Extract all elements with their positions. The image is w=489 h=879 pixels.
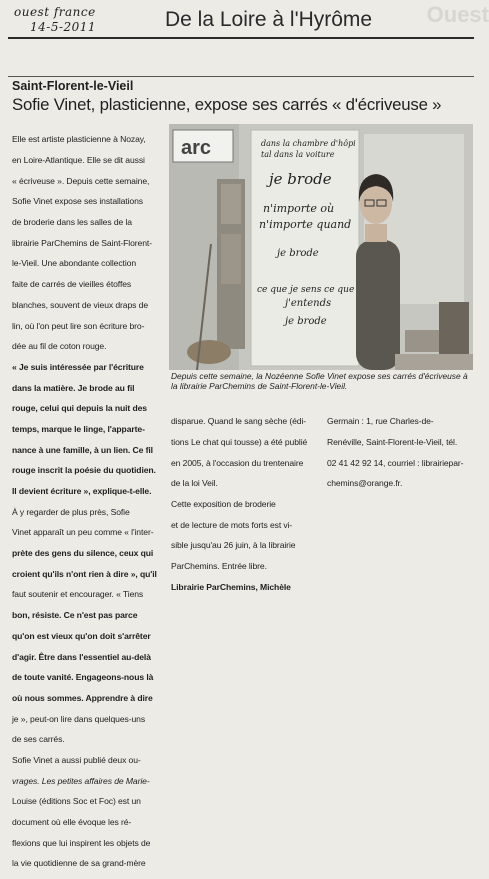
text-line: blanches, souvent de vieux draps de <box>12 299 149 310</box>
text-line: Cette exposition de broderie <box>171 499 276 510</box>
quote-line: bon, résiste. Ce n'est pas parce <box>12 610 138 621</box>
svg-text:dans la chambre d'hôpi: dans la chambre d'hôpi <box>261 139 356 148</box>
text-line: librairie ParChemins de Saint-Florent- <box>12 237 152 248</box>
text-line: de la loi Veil. <box>171 478 218 489</box>
quote-line: temps, marque le linge, l'apparte- <box>12 423 145 434</box>
article-column-3 <box>327 406 473 499</box>
quote-line: nance à une famille, à un lien. Ce fil <box>12 444 153 455</box>
text-line: de ses carrés. <box>12 734 65 745</box>
quote-line: prète des gens du silence, ceux qui <box>12 548 154 559</box>
text-line: la vie quotidienne de sa grand-mère <box>12 858 146 869</box>
handwritten-source: ouest france <box>14 5 96 19</box>
text-line: Sofie Vinet expose ses installations <box>12 196 143 207</box>
text-line: chemins@orange.fr. <box>327 478 403 489</box>
quote-line: Il devient écriture », explique-t-elle. <box>12 486 152 497</box>
svg-text:je brode: je brode <box>277 248 319 259</box>
text-line: faut soutenir et encourager. « Tiens <box>12 589 144 600</box>
text-line: Sofie Vinet a aussi publié deux ou- <box>12 754 141 765</box>
text-line: Renéville, Saint-Florent-le-Vieil, tél. <box>327 437 458 448</box>
photo-illustration <box>169 124 473 370</box>
text-line: faite de carrés de vieilles étoffes <box>12 279 132 290</box>
quote-line: « Je suis intéressée par l'écriture <box>12 361 144 372</box>
article-headline: Sofie Vinet, plasticienne, expose ses carrés « d'écriveuse » <box>12 95 442 114</box>
text-line: Vinet apparaît un peu comme « l'inter- <box>12 527 154 538</box>
text-line: « écriveuse ». Depuis cette semaine, <box>12 175 150 186</box>
article-photo <box>169 124 473 370</box>
handwritten-date: 14-5-2011 <box>30 20 97 34</box>
text-line: en Loire-Atlantique. Elle se dit aussi <box>12 155 145 166</box>
section-title: De la Loire à l'Hyrôme <box>165 8 373 31</box>
article-location: Saint-Florent-le-Vieil <box>12 79 134 93</box>
text-line: lin, où l'on peut lire son écriture bro- <box>12 320 145 331</box>
svg-text:n'importe où: n'importe où <box>263 202 335 215</box>
bleed-through-text: Ouest <box>426 2 489 27</box>
text-line: document où elle évoque les ré- <box>12 817 132 828</box>
svg-text:ce que je sens ce que: ce que je sens ce que <box>257 285 355 295</box>
article-column-2 <box>171 406 316 603</box>
text-line: je », peut-on lire dans quelques-uns <box>12 713 146 724</box>
svg-text:tal dans la voiture: tal dans la voiture <box>261 150 335 159</box>
text-line: dée au fil de coton rouge. <box>12 341 107 352</box>
text-line: sible jusqu'au 26 juin, à la librairie <box>171 540 296 551</box>
text-line: le-Vieil. Une abondante collection <box>12 258 137 269</box>
text-line: Louise (éditions Soc et Foc) est un <box>12 796 141 807</box>
svg-text:n'importe quand: n'importe quand <box>259 218 352 231</box>
text-line: en 2005, à l'occasion du trentenaire <box>171 457 304 468</box>
svg-text:je brode: je brode <box>285 316 327 327</box>
text-line: 02 41 42 92 14, courriel : librairiepar- <box>327 457 464 468</box>
quote-line: dans la matière. Je brode au fil <box>12 382 135 393</box>
text-line: Librairie ParChemins, Michèle <box>171 581 291 592</box>
quote-line: rouge inscrit la poésie du quotidien. <box>12 465 156 476</box>
quote-line: croient qu'ils n'ont rien à dire », qu'il <box>12 568 157 579</box>
text-line: Elle est artiste plasticienne à Nozay, <box>12 134 146 145</box>
photo-caption: Depuis cette semaine, la Nozéenne Sofie Vinet expose ses carrés d'écriveuse à la librairie ParChemins de Saint-Florent-le-Vieil. <box>171 371 468 391</box>
article-column-1 <box>12 124 164 879</box>
text-line: tions Le chat qui tousse) a été publié <box>171 437 308 448</box>
quote-line: de toute vanité. Engageons-nous là <box>12 672 154 683</box>
text-line: vrages. Les petites affaires de Marie- <box>12 775 150 786</box>
text-line: de broderie dans les salles de la <box>12 217 132 228</box>
text-line: À y regarder de plus près, Sofie <box>12 506 130 517</box>
text-line: et de lecture de mots forts est vi- <box>171 519 293 530</box>
quote-line: où nous sommes. Apprendre à dire <box>12 692 153 703</box>
svg-text:j'entends: j'entends <box>285 298 332 309</box>
text-line: flexions que lui inspirent les objets de <box>12 837 151 848</box>
quote-line: rouge, celui qui depuis la nuit des <box>12 403 147 414</box>
quote-line: d'agir. Être dans l'essentiel au-delà <box>12 651 151 662</box>
svg-text:je brode: je brode <box>269 170 332 188</box>
article-top-rule <box>8 76 474 77</box>
header-rule <box>8 37 474 39</box>
quote-line: qu'on est vieux qu'on doit s'arrêter <box>12 630 151 641</box>
wall-sign-text: arc <box>181 137 212 159</box>
text-line: Germain : 1, rue Charles-de- <box>327 416 434 427</box>
text-line: disparue. Quand le sang sèche (édi- <box>171 416 307 427</box>
text-line: ParChemins. Entrée libre. <box>171 561 267 572</box>
